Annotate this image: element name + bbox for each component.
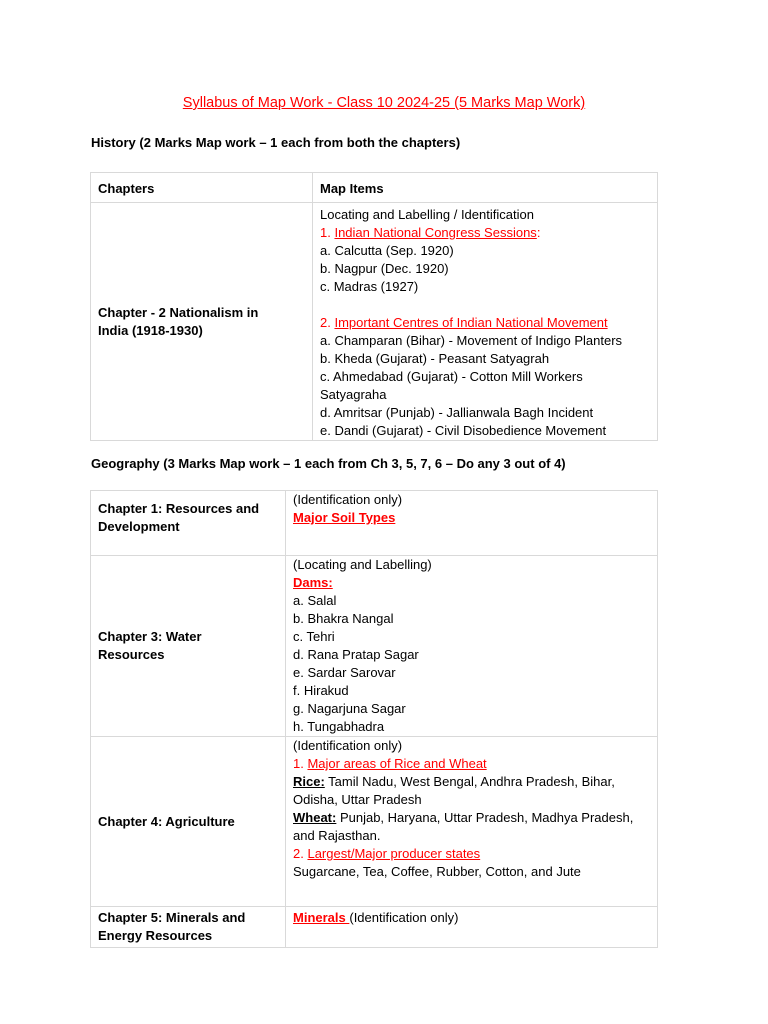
history-group-1-item: c. Madras (1927): [320, 279, 419, 294]
col-map-items-header: Map Items: [313, 173, 658, 203]
geography-item-title: Dams:: [293, 575, 333, 590]
dam-item: g. Nagarjuna Sagar: [293, 701, 406, 716]
agriculture-point-1-title: 1. Major areas of Rice and Wheat: [293, 756, 487, 771]
geography-note: (Locating and Labelling): [293, 557, 432, 572]
history-group-2-item: b. Kheda (Gujarat) - Peasant Satyagrah: [320, 351, 550, 366]
history-chapter-cell: [91, 203, 313, 441]
geography-note: (Identification only): [293, 738, 403, 753]
agriculture-point-2-title: 2. Largest/Major producer states: [293, 846, 481, 861]
history-map-items-cell: [313, 203, 658, 441]
geography-row: [91, 907, 658, 948]
geography-note: (Identification only): [293, 492, 403, 507]
history-group-2-item: c. Ahmedabad (Gujarat) - Cotton Mill Workers Satyagraha: [320, 369, 583, 402]
rice-states: Rice: Tamil Nadu, West Bengal, Andhra Pradesh, Bihar, Odisha, Uttar Pradesh: [293, 774, 615, 807]
geography-map-items-cell: [286, 737, 658, 907]
page-title: Syllabus of Map Work - Class 10 2024-25 (5 Marks Map Work): [182, 95, 586, 111]
history-intro: Locating and Labelling / Identification: [320, 207, 534, 222]
geography-map-items-cell: [286, 907, 658, 948]
geography-row: [91, 556, 658, 737]
dam-item: c. Tehri: [293, 629, 335, 644]
history-group-1-item: b. Nagpur (Dec. 1920): [320, 261, 449, 276]
geography-chapter-cell: Chapter 5: Minerals and Energy Resources: [91, 907, 286, 948]
history-group-2-item: a. Champaran (Bihar) - Movement of Indigo Planters: [320, 333, 623, 348]
history-group-1-title: 1. Indian National Congress Sessions:: [320, 225, 541, 240]
dam-item: b. Bhakra Nangal: [293, 611, 394, 626]
geography-row: [91, 491, 658, 556]
history-header-row: [91, 173, 658, 203]
dam-item: e. Sardar Sarovar: [293, 665, 396, 680]
geography-chapter-name: Chapter 3: Water Resources: [98, 629, 202, 662]
geography-row: [91, 737, 658, 907]
history-table: [90, 172, 658, 441]
history-group-2-item: e. Dandi (Gujarat) - Civil Disobedience Movement: [320, 423, 607, 438]
geography-chapter-cell: [91, 556, 286, 737]
history-chapter-name: Chapter - 2 Nationalism in India (1918-1930): [98, 304, 259, 338]
dam-item: f. Hirakud: [293, 683, 349, 698]
history-heading: History (2 Marks Map work – 1 each from both the chapters): [91, 135, 461, 150]
geography-item-title: Major Soil Types: [293, 510, 396, 525]
wheat-states: Wheat: Punjab, Haryana, Uttar Pradesh, Madhya Pradesh, and Rajasthan.: [293, 810, 634, 843]
geography-map-items-cell: [286, 491, 658, 556]
minerals-line: Minerals (Identification only): [293, 910, 459, 925]
history-group-2-item: d. Amritsar (Punjab) - Jallianwala Bagh Incident: [320, 405, 594, 420]
dam-item: d. Rana Pratap Sagar: [293, 647, 419, 662]
history-group-2-title: 2. Important Centres of Indian National Movement: [320, 315, 608, 330]
dam-item: h. Tungabhadra: [293, 719, 385, 734]
geography-map-items-cell: [286, 556, 658, 737]
geography-chapter-cell: Chapter 4: Agriculture: [91, 737, 286, 907]
col-chapters-header: Chapters: [91, 173, 313, 203]
geography-heading: Geography (3 Marks Map work – 1 each from Ch 3, 5, 7, 6 – Do any 3 out of 4): [91, 456, 566, 471]
geography-chapter-cell: Chapter 1: Resources and Development: [91, 491, 286, 556]
dam-item: a. Salal: [293, 593, 337, 608]
history-group-1-item: a. Calcutta (Sep. 1920): [320, 243, 454, 258]
geography-table: [90, 490, 658, 948]
producer-crops: Sugarcane, Tea, Coffee, Rubber, Cotton, and Jute: [293, 864, 581, 879]
history-row: [91, 203, 658, 441]
